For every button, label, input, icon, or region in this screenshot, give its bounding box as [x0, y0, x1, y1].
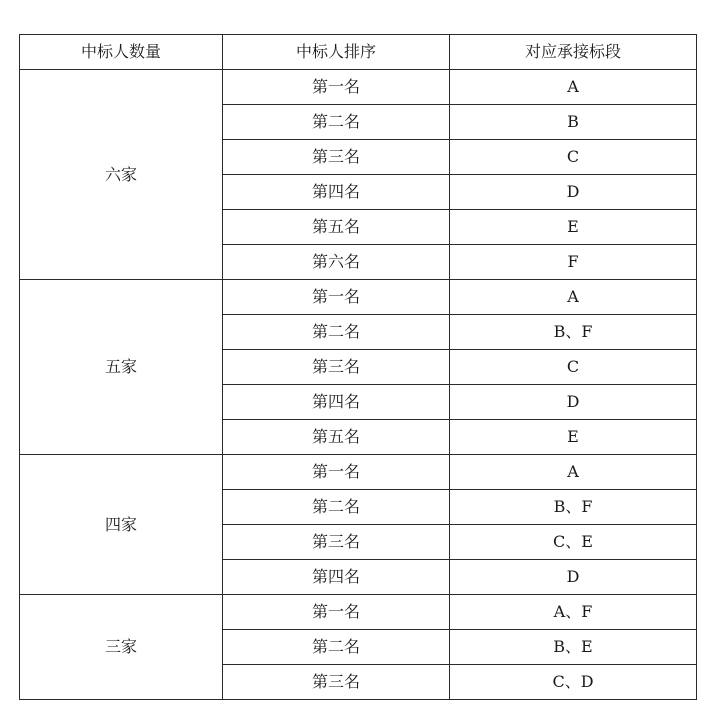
table-header	[20, 35, 697, 70]
assigned-segment-cell: E	[450, 210, 697, 245]
assigned-segment-cell: B、F	[450, 315, 697, 350]
table-body	[20, 70, 697, 700]
winner-rank-cell: 第四名	[223, 385, 450, 420]
winner-rank-cell: 第二名	[223, 105, 450, 140]
header-row	[20, 35, 697, 70]
assigned-segment-cell: A	[450, 280, 697, 315]
winner-rank-cell: 第四名	[223, 560, 450, 595]
table-row	[20, 455, 697, 490]
winner-rank-cell: 第五名	[223, 210, 450, 245]
header-winner-rank: 中标人排序	[223, 35, 450, 70]
assigned-segment-cell: C、D	[450, 665, 697, 700]
header-assigned-segment: 对应承接标段	[450, 35, 697, 70]
assigned-segment-cell: B、E	[450, 630, 697, 665]
winner-count-cell: 六家	[20, 70, 223, 280]
winner-rank-cell: 第二名	[223, 490, 450, 525]
assigned-segment-cell: D	[450, 385, 697, 420]
winner-rank-cell: 第一名	[223, 280, 450, 315]
table-row	[20, 595, 697, 630]
winner-rank-cell: 第二名	[223, 315, 450, 350]
assigned-segment-cell: C	[450, 140, 697, 175]
assigned-segment-cell: A	[450, 70, 697, 105]
winner-rank-cell: 第三名	[223, 140, 450, 175]
assigned-segment-cell: C	[450, 350, 697, 385]
winner-rank-cell: 第五名	[223, 420, 450, 455]
winner-rank-cell: 第四名	[223, 175, 450, 210]
table-row	[20, 70, 697, 105]
assigned-segment-cell: A、F	[450, 595, 697, 630]
table-row	[20, 280, 697, 315]
assigned-segment-cell: B、F	[450, 490, 697, 525]
winner-count-cell: 五家	[20, 280, 223, 455]
winner-rank-cell: 第三名	[223, 665, 450, 700]
assigned-segment-cell: D	[450, 560, 697, 595]
winner-rank-cell: 第二名	[223, 630, 450, 665]
bid-allocation-table	[19, 34, 697, 700]
header-winner-count: 中标人数量	[20, 35, 223, 70]
assigned-segment-cell: D	[450, 175, 697, 210]
winner-rank-cell: 第一名	[223, 455, 450, 490]
winner-rank-cell: 第一名	[223, 70, 450, 105]
assigned-segment-cell: B	[450, 105, 697, 140]
winner-rank-cell: 第三名	[223, 350, 450, 385]
winner-count-cell: 三家	[20, 595, 223, 700]
winner-rank-cell: 第三名	[223, 525, 450, 560]
assigned-segment-cell: F	[450, 245, 697, 280]
winner-count-cell: 四家	[20, 455, 223, 595]
assigned-segment-cell: E	[450, 420, 697, 455]
winner-rank-cell: 第六名	[223, 245, 450, 280]
assigned-segment-cell: A	[450, 455, 697, 490]
assigned-segment-cell: C、E	[450, 525, 697, 560]
winner-rank-cell: 第一名	[223, 595, 450, 630]
